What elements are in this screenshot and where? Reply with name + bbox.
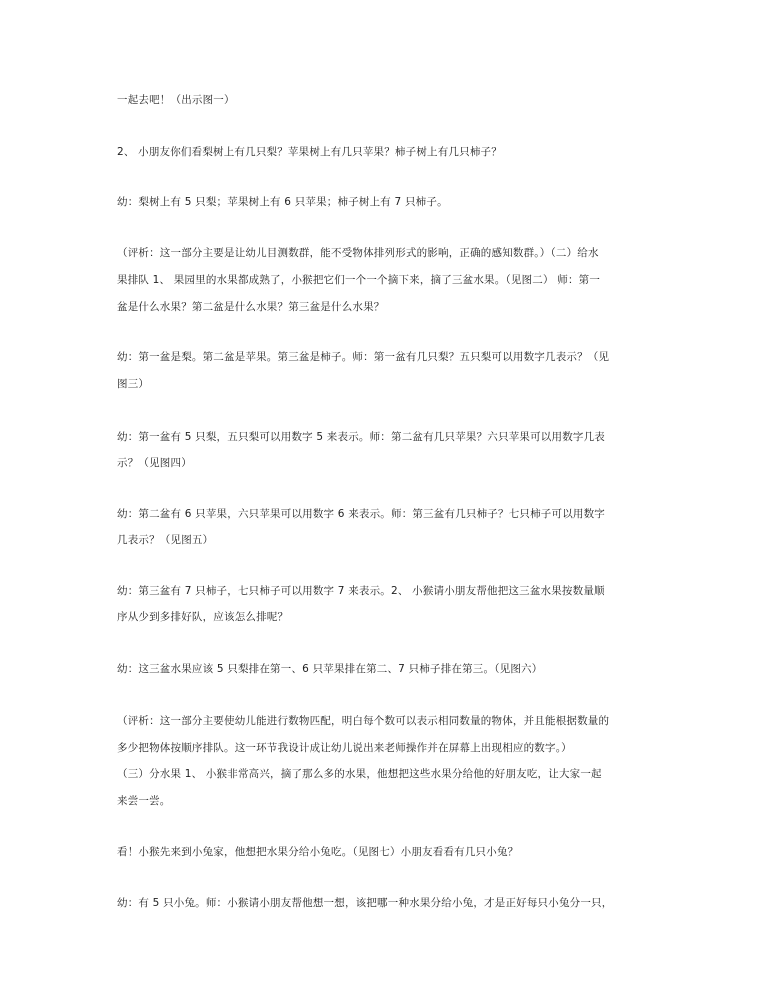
text-line: 一起去吧！（出示图一）	[117, 94, 235, 106]
text-line: 幼：第一盆是梨。第二盆是苹果。第三盆是柿子。师：第一盆有几只梨？五只梨可以用数字几表示？（见	[117, 351, 610, 363]
text-line: 几表示？（见图五）	[117, 534, 214, 546]
text-line: 幼：这三盆水果应该 5 只梨排在第一、6 只苹果排在第二、7 只柿子排在第三。（见图六）	[117, 663, 543, 675]
text-line: 2、 小朋友你们看梨树上有几只梨？苹果树上有几只苹果？柿子树上有几只柿子？	[117, 146, 502, 158]
text-line: 幼：梨树上有 5 只梨；苹果树上有 6 只苹果；柿子树上有 7 只柿子。	[117, 196, 448, 208]
text-line: 来尝一尝。	[117, 795, 171, 807]
text-line: 幼：第一盆有 5 只梨，五只梨可以用数字 5 来表示。师：第二盆有几只苹果？六只苹果可以用数字几表	[117, 431, 606, 443]
text-line: 果排队 1、 果园里的水果都成熟了，小猴把它们一个一个摘下来，摘了三盆水果。（见图二） 师：第一	[117, 274, 601, 286]
text-line: 盆是什么水果？第二盆是什么水果？第三盆是什么水果？	[117, 301, 385, 313]
text-line: 看！小猴先来到小兔家，他想把水果分给小兔吃。（见图七）小朋友看看有几只小兔？	[117, 846, 519, 858]
text-line: 序从少到多排好队，应该怎么排呢？	[117, 611, 289, 623]
text-line: （评析：这一部分主要是让幼儿目测数群，能不受物体排列形式的影响，正确的感知数群。）（二）给水	[117, 247, 599, 259]
text-line: 示？（见图四）	[117, 457, 192, 469]
text-line: （三）分水果 1、 小猴非常高兴，摘了那么多的水果，他想把这些水果分给他的好朋友吃，让大家一起	[117, 768, 602, 780]
text-line: 图三）	[117, 378, 150, 390]
text-line: 幼：有 5 只小兔。师：小猴请小朋友帮他想一想，该把哪一种水果分给小兔，才是正好每只小兔分一只，	[117, 897, 613, 909]
text-line: 幼：第二盆有 6 只苹果，六只苹果可以用数字 6 来表示。师：第三盆有几只柿子？七只柿子可以用数字	[117, 508, 606, 520]
text-line: 多少把物体按顺序排队。这一环节我设计成让幼儿说出来老师操作并在屏幕上出现相应的数字。）	[117, 742, 572, 754]
text-line: （评析：这一部分主要使幼儿能进行数物匹配，明白每个数可以表示相同数量的物体，并且能根据数量的	[117, 715, 610, 727]
text-line: 幼：第三盆有 7 只柿子，七只柿子可以用数字 7 来表示。2、 小猴请小朋友帮他把这三盆水果按数量顺	[117, 585, 605, 597]
